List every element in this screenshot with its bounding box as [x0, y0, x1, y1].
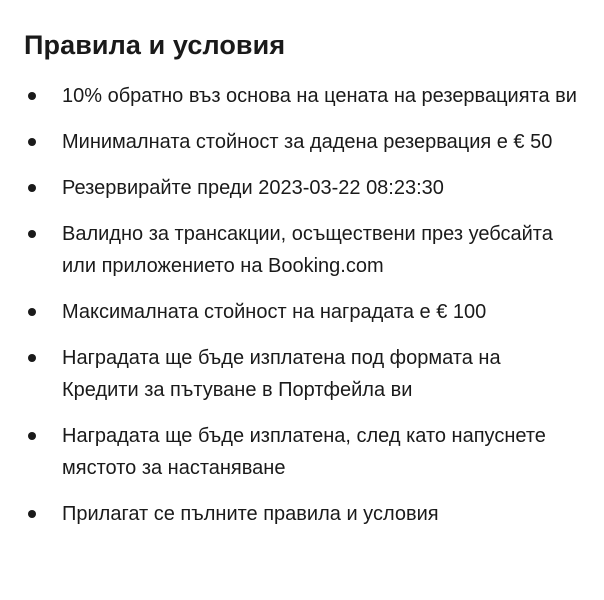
terms-list	[24, 80, 580, 530]
term-text: Наградата ще бъде изплатена, след като напуснете мястото за настаняване	[62, 425, 546, 479]
term-item-valid-channels	[24, 218, 580, 282]
term-item-travel-credits	[24, 342, 580, 406]
term-item-book-before	[24, 172, 580, 204]
bullet-icon	[28, 432, 36, 440]
bullet-icon	[28, 308, 36, 316]
bullet-icon	[28, 92, 36, 100]
term-text: Минималната стойност за дадена резервация е € 50	[62, 131, 553, 153]
term-item-max-reward	[24, 296, 580, 328]
term-text: Наградата ще бъде изплатена под формата на Кредити за пътуване в Портфейла ви	[62, 347, 501, 401]
bullet-icon	[28, 510, 36, 518]
term-text: Прилагат се пълните правила и условия	[62, 503, 439, 525]
bullet-icon	[28, 230, 36, 238]
term-item-min-booking-value	[24, 126, 580, 158]
term-text: Резервирайте преди 2023-03-22 08:23:30	[62, 177, 444, 199]
bullet-icon	[28, 354, 36, 362]
bullet-icon	[28, 184, 36, 192]
bullet-icon	[28, 138, 36, 146]
section-title: Правила и условия	[24, 30, 286, 60]
term-text: 10% обратно въз основа на цената на резервацията ви	[62, 85, 577, 107]
term-text: Максималната стойност на наградата е € 100	[62, 301, 487, 323]
term-text: Валидно за трансакции, осъществени през уебсайта или приложението на Booking.com	[62, 223, 553, 277]
term-item-payout-timing	[24, 420, 580, 484]
term-item-cashback	[24, 80, 580, 112]
term-item-full-terms	[24, 498, 580, 530]
